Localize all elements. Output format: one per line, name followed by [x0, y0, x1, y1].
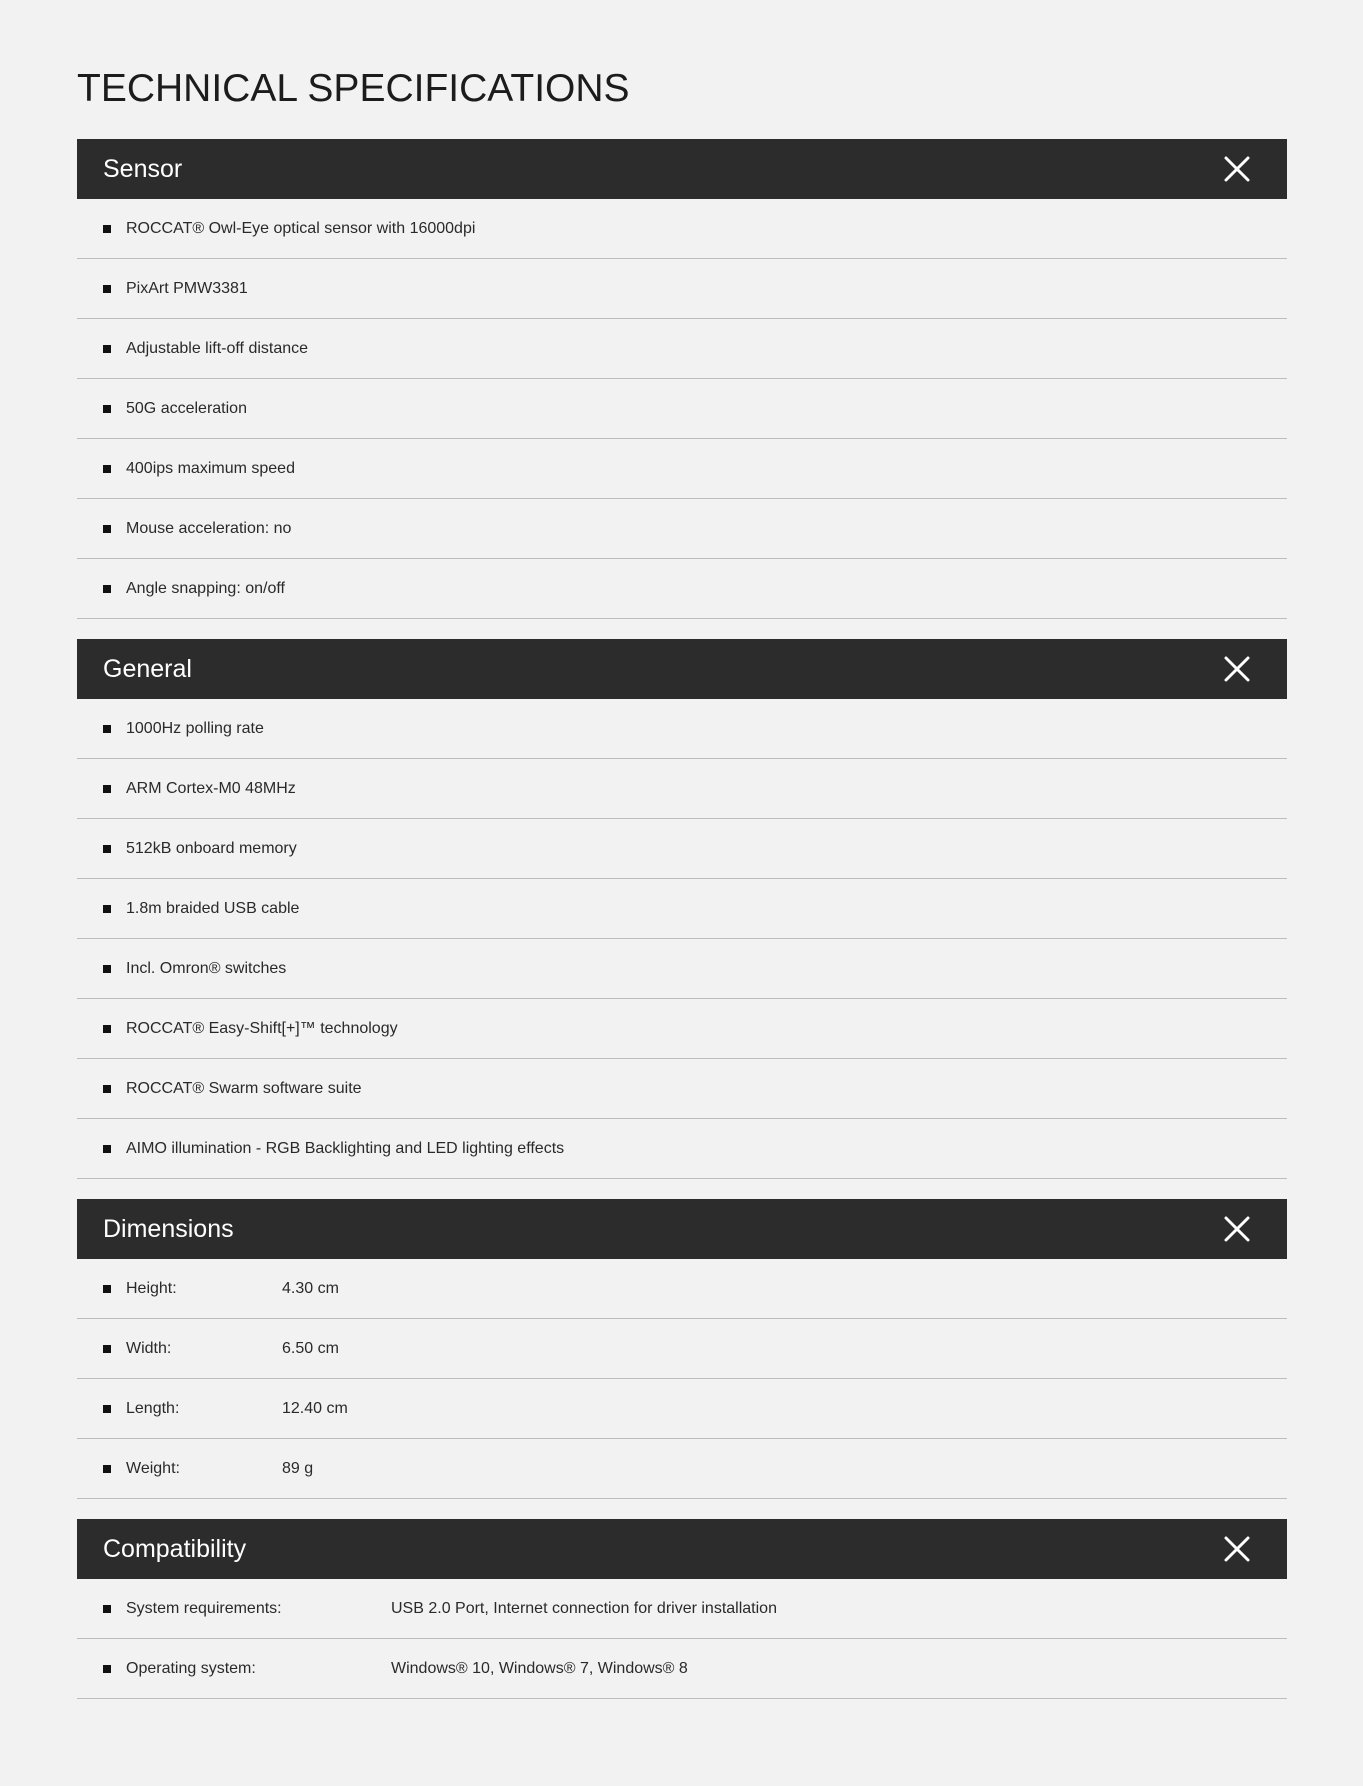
list-item-text: 1000Hz polling rate	[126, 719, 264, 737]
section-compatibility-list	[77, 1579, 1287, 1699]
list-item-text: Adjustable lift-off distance	[126, 339, 309, 357]
list-item	[77, 499, 1287, 559]
bullet-icon	[103, 785, 111, 793]
section-dimensions-title: Dimensions	[103, 1215, 234, 1243]
close-icon[interactable]	[1223, 1535, 1251, 1563]
list-item-text: AIMO illumination - RGB Backlighting and LED lighting effects	[126, 1139, 565, 1157]
spec-row	[77, 1319, 1287, 1379]
spec-row	[77, 1639, 1287, 1699]
list-item	[77, 939, 1287, 999]
spec-value: USB 2.0 Port, Internet connection for driver installation	[391, 1599, 777, 1617]
bullet-icon	[103, 1085, 111, 1093]
section-sensor-header[interactable]	[77, 139, 1287, 199]
list-item-text: 512kB onboard memory	[126, 839, 297, 857]
list-item	[77, 759, 1287, 819]
spec-value: Windows® 10, Windows® 7, Windows® 8	[391, 1659, 688, 1677]
section-sensor-list	[77, 199, 1287, 619]
section-sensor-title: Sensor	[103, 155, 183, 183]
list-item-text: ARM Cortex-M0 48MHz	[126, 779, 296, 797]
bullet-icon	[103, 405, 111, 413]
list-item	[77, 999, 1287, 1059]
page-title: TECHNICAL SPECIFICATIONS	[77, 67, 630, 110]
list-item	[77, 879, 1287, 939]
list-item-text: 400ips maximum speed	[126, 459, 295, 477]
section-general-title: General	[103, 655, 192, 683]
spec-label: Height:	[126, 1279, 177, 1297]
spec-value: 6.50 cm	[282, 1339, 339, 1357]
bullet-icon	[103, 525, 111, 533]
spec-label: Weight:	[126, 1459, 180, 1477]
bullet-icon	[103, 465, 111, 473]
list-item	[77, 559, 1287, 619]
list-item	[77, 439, 1287, 499]
bullet-icon	[103, 965, 111, 973]
spec-label: Width:	[126, 1339, 172, 1357]
list-item	[77, 319, 1287, 379]
list-item	[77, 379, 1287, 439]
bullet-icon	[103, 285, 111, 293]
close-icon[interactable]	[1223, 1215, 1251, 1243]
bullet-icon	[103, 1345, 111, 1353]
spec-row	[77, 1379, 1287, 1439]
specs-accordion	[77, 139, 1287, 1719]
bullet-icon	[103, 1145, 111, 1153]
spec-value: 12.40 cm	[282, 1399, 348, 1417]
section-dimensions-header[interactable]	[77, 1199, 1287, 1259]
list-item-text: 1.8m braided USB cable	[126, 899, 300, 917]
section-general	[77, 639, 1287, 1179]
bullet-icon	[103, 845, 111, 853]
section-compatibility	[77, 1519, 1287, 1699]
bullet-icon	[103, 1465, 111, 1473]
spec-row	[77, 1259, 1287, 1319]
spec-label: Length:	[126, 1399, 180, 1417]
list-item	[77, 1059, 1287, 1119]
list-item	[77, 259, 1287, 319]
list-item	[77, 199, 1287, 259]
section-general-list	[77, 699, 1287, 1179]
bullet-icon	[103, 725, 111, 733]
list-item-text: Angle snapping: on/off	[126, 579, 285, 597]
list-item	[77, 819, 1287, 879]
close-icon[interactable]	[1223, 655, 1251, 683]
bullet-icon	[103, 1285, 111, 1293]
section-dimensions	[77, 1199, 1287, 1499]
list-item-text: ROCCAT® Owl-Eye optical sensor with 16000dpi	[126, 219, 476, 237]
spec-value: 4.30 cm	[282, 1279, 339, 1297]
list-item-text: ROCCAT® Easy-Shift[+]™ technology	[126, 1019, 398, 1037]
spec-value: 89 g	[282, 1459, 314, 1477]
spec-label: Operating system:	[126, 1659, 256, 1677]
list-item-text: Mouse acceleration: no	[126, 519, 292, 537]
list-item-text: PixArt PMW3381	[126, 279, 248, 297]
section-dimensions-list	[77, 1259, 1287, 1499]
section-compatibility-header[interactable]	[77, 1519, 1287, 1579]
bullet-icon	[103, 1605, 111, 1613]
list-item	[77, 699, 1287, 759]
bullet-icon	[103, 585, 111, 593]
section-sensor	[77, 139, 1287, 619]
bullet-icon	[103, 1405, 111, 1413]
section-general-header[interactable]	[77, 639, 1287, 699]
close-icon[interactable]	[1223, 155, 1251, 183]
bullet-icon	[103, 1025, 111, 1033]
spec-label: System requirements:	[126, 1599, 282, 1617]
list-item-text: ROCCAT® Swarm software suite	[126, 1079, 362, 1097]
bullet-icon	[103, 1665, 111, 1673]
spec-row	[77, 1579, 1287, 1639]
list-item	[77, 1119, 1287, 1179]
section-compatibility-title: Compatibility	[103, 1535, 247, 1563]
bullet-icon	[103, 225, 111, 233]
list-item-text: 50G acceleration	[126, 399, 247, 417]
bullet-icon	[103, 345, 111, 353]
spec-row	[77, 1439, 1287, 1499]
bullet-icon	[103, 905, 111, 913]
list-item-text: Incl. Omron® switches	[126, 959, 287, 977]
